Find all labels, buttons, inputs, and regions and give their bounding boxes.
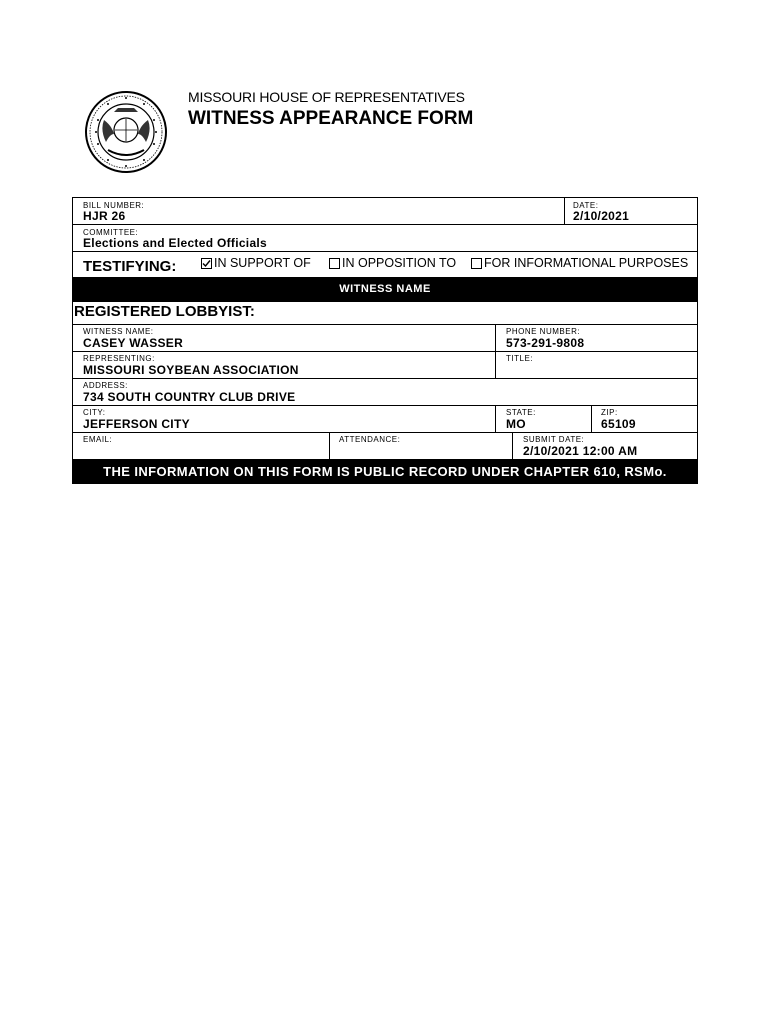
state-value: MO [506, 417, 526, 431]
date-label: DATE: [573, 201, 599, 210]
state-label: STATE: [506, 408, 536, 417]
representing-label: REPRESENTING: [83, 354, 155, 363]
zip-label: ZIP: [601, 408, 618, 417]
opposition-checkbox[interactable] [329, 258, 340, 269]
informational-option-label: FOR INFORMATIONAL PURPOSES [484, 256, 689, 270]
committee-label: COMMITTEE: [83, 228, 139, 237]
opposition-option-label: IN OPPOSITION TO [342, 256, 457, 270]
form-title: WITNESS APPEARANCE FORM [188, 108, 474, 129]
public-record-notice: THE INFORMATION ON THIS FORM IS PUBLIC RECORD UNDER CHAPTER 610, RSMo. [73, 460, 697, 483]
city-value: JEFFERSON CITY [83, 417, 190, 431]
submit-date-value: 2/10/2021 12:00 AM [523, 444, 638, 458]
phone-label: PHONE NUMBER: [506, 327, 581, 336]
bill-number-value: HJR 26 [83, 209, 126, 223]
address-label: ADDRESS: [83, 381, 128, 390]
state-seal-icon [84, 90, 168, 174]
email-label: EMAIL: [83, 435, 113, 444]
phone-value: 573-291-9808 [506, 336, 585, 350]
organization-name: MISSOURI HOUSE OF REPRESENTATIVES [188, 89, 465, 105]
witness-name-label: WITNESS NAME: [83, 327, 154, 336]
committee-value: Elections and Elected Officials [83, 236, 268, 250]
title-label: TITLE: [506, 354, 534, 363]
checkmark-icon [202, 259, 211, 268]
date-value: 2/10/2021 [573, 209, 630, 223]
witness-name-value: CASEY WASSER [83, 336, 184, 350]
support-checkbox[interactable] [201, 258, 212, 269]
testifying-label: TESTIFYING: [83, 258, 177, 275]
support-option-label: IN SUPPORT OF [214, 256, 311, 270]
witness-form [72, 197, 698, 484]
city-label: CITY: [83, 408, 106, 417]
witness-name-bar: WITNESS NAME [73, 277, 697, 301]
address-value: 734 SOUTH COUNTRY CLUB DRIVE [83, 390, 296, 404]
attendance-label: ATTENDANCE: [339, 435, 401, 444]
zip-value: 65109 [601, 417, 636, 431]
submit-date-label: SUBMIT DATE: [523, 435, 585, 444]
informational-checkbox[interactable] [471, 258, 482, 269]
registered-lobbyist-label: REGISTERED LOBBYIST: [74, 303, 255, 320]
bill-number-label: BILL NUMBER: [83, 201, 145, 210]
representing-value: MISSOURI SOYBEAN ASSOCIATION [83, 363, 299, 377]
